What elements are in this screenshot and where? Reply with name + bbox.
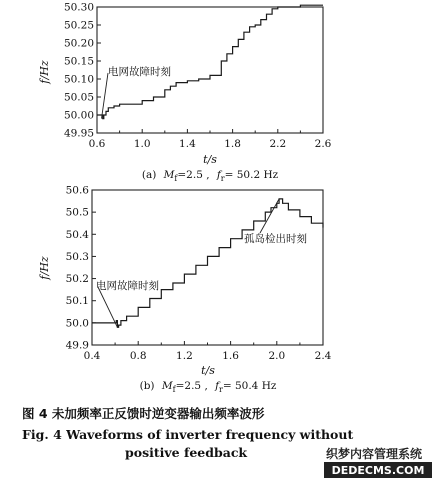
panel-b-frame bbox=[92, 190, 323, 345]
panel-b-ytick-label: 50.1 bbox=[65, 295, 89, 308]
figure-caption-cn: 图 4 未加频率正反馈时逆变器输出频率波形 bbox=[22, 406, 265, 421]
watermark-en: DEDECMS.COM bbox=[331, 464, 425, 477]
panel-b-caption bbox=[140, 380, 277, 394]
panel-b-series bbox=[92, 199, 323, 327]
figure-caption-en-line2: positive feedback bbox=[125, 445, 248, 460]
panel-a-xtick-label: 2.2 bbox=[269, 138, 287, 150]
panel-a-caption-f-val: = 50.2 Hz bbox=[224, 169, 279, 181]
panel-b-ylabel: f/Hz bbox=[38, 256, 51, 280]
panel-a bbox=[38, 2, 332, 184]
panel-b-caption-label: (b) bbox=[139, 380, 155, 392]
panel-a-xtick-label: 0.6 bbox=[88, 138, 106, 150]
panel-b-leader-line bbox=[98, 287, 117, 327]
panel-a-ytick-label: 50.25 bbox=[63, 19, 94, 32]
panel-b-xlabel: t/s bbox=[201, 364, 215, 377]
watermark bbox=[324, 446, 432, 478]
panel-b-caption-m-val: =2.5 , bbox=[175, 380, 208, 392]
panel-a-caption-m-val: =2.5 , bbox=[177, 169, 210, 181]
panel-a-ytick-label: 50.30 bbox=[63, 1, 94, 14]
panel-a-caption-m-sub: f bbox=[174, 174, 178, 183]
panel-b-leaders bbox=[98, 199, 279, 327]
panel-b-ytick-label: 50.5 bbox=[65, 206, 89, 219]
panel-b bbox=[38, 185, 332, 395]
panel-a-caption bbox=[142, 169, 279, 183]
panel-b-xtick-label: 0.4 bbox=[83, 350, 101, 362]
panel-a-ytick-label: 50.20 bbox=[63, 37, 94, 50]
panel-b-ytick-label: 50.6 bbox=[65, 184, 89, 197]
panel-a-ticks bbox=[64, 2, 332, 151]
panel-a-xtick-label: 1.0 bbox=[133, 138, 151, 150]
panel-b-xtick-label: 2.0 bbox=[268, 350, 286, 362]
panel-a-ytick-label: 50.10 bbox=[63, 73, 94, 86]
panel-b-caption-m-sub: f bbox=[172, 385, 176, 394]
panel-a-ytick-label: 50.00 bbox=[63, 109, 94, 122]
panel-b-xtick-label: 0.8 bbox=[129, 350, 147, 362]
panel-b-ytick-label: 50.3 bbox=[65, 250, 89, 263]
panel-a-xtick-label: 1.8 bbox=[224, 138, 241, 150]
panel-a-caption-f: f bbox=[216, 169, 221, 181]
panel-b-annotation-island: 孤岛检出时刻 bbox=[244, 233, 307, 245]
panel-b-leader-line bbox=[260, 199, 279, 233]
panel-b-ytick-label: 49.9 bbox=[65, 339, 89, 352]
panel-a-xtick-label: 1.4 bbox=[179, 138, 196, 150]
panel-a-series bbox=[97, 5, 323, 118]
panel-a-caption-label: (a) bbox=[141, 169, 157, 181]
panel-a-ytick-label: 50.15 bbox=[63, 55, 94, 68]
panel-a-ytick-label: 50.05 bbox=[63, 91, 94, 104]
panel-a-xlabel: t/s bbox=[203, 153, 217, 166]
panel-a-ytick-label: 49.95 bbox=[63, 127, 94, 140]
panel-b-caption-f-val: = 50.4 Hz bbox=[222, 380, 277, 392]
panel-a-annotation-fault: 电网故障时刻 bbox=[108, 66, 171, 78]
panel-a-xtick-label: 2.6 bbox=[314, 138, 332, 150]
panel-b-caption-f-sub: r bbox=[219, 385, 223, 394]
panel-b-ticks bbox=[66, 185, 332, 363]
panel-a-caption-m: M bbox=[163, 169, 175, 181]
watermark-cn: 织梦内容管理系统 bbox=[326, 447, 423, 461]
panel-b-xtick-label: 1.2 bbox=[176, 350, 193, 362]
figure-caption-en-line1: Fig. 4 Waveforms of inverter frequency without bbox=[22, 427, 354, 442]
panel-b-caption-m: M bbox=[161, 380, 173, 392]
panel-b-ytick-label: 50.4 bbox=[65, 228, 89, 241]
panel-b-xtick-label: 1.6 bbox=[222, 350, 239, 362]
panel-b-ytick-label: 50.2 bbox=[65, 273, 89, 286]
panel-a-caption-f-sub: r bbox=[220, 174, 225, 183]
panel-a-ylabel: f/Hz bbox=[38, 60, 51, 84]
panel-b-ytick-label: 50.0 bbox=[65, 317, 89, 330]
panel-b-xtick-label: 2.4 bbox=[314, 350, 332, 362]
panel-b-annotation-fault: 电网故障时刻 bbox=[96, 280, 159, 292]
panel-b-caption-f: f bbox=[215, 380, 220, 392]
